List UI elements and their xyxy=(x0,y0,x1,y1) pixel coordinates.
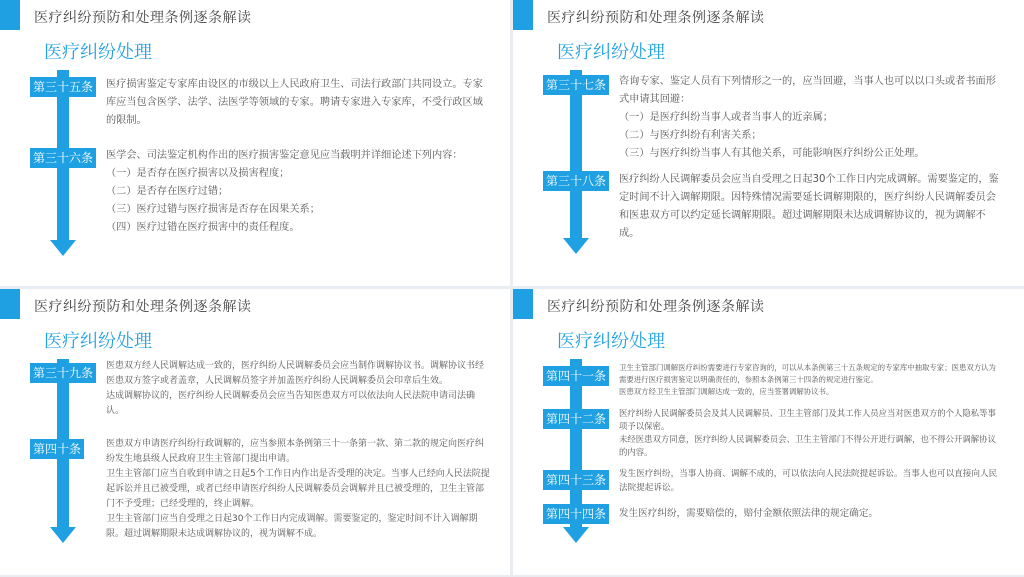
article-tag: 第三十八条 xyxy=(543,171,609,191)
header-accent-bar xyxy=(0,289,20,319)
article-line: 医学会、司法鉴定机构作出的医疗损害鉴定意见应当载明并详细论述下列内容： xyxy=(106,150,463,161)
article-line: 发生医疗纠纷，当事人协商、调解不成的，可以依法向人民法院提起诉讼。当事人也可以直接向人民法院提起诉讼。 xyxy=(619,469,998,493)
article-tag: 第三十五条 xyxy=(30,77,96,97)
header-accent-bar xyxy=(0,0,20,30)
arrow-down-icon xyxy=(50,527,76,543)
article-line: 发生医疗纠纷，需要赔偿的，赔付金额依照法律的规定确定。 xyxy=(619,508,879,519)
section-subtitle: 医疗纠纷处理 xyxy=(44,331,152,352)
article-text xyxy=(106,76,491,130)
article-line: 医患双方经人民调解达成一致的，医疗纠纷人民调解委员会应当制作调解协议书。调解协议书经医患双方签字或者盖章，人民调解员签字并加盖医疗纠纷人民调解委员会印章后生效。 xyxy=(106,361,485,386)
article-line: 卫生主管部门应当自收到申请之日起5个工作日内作出是否受理的决定。当事人已经向人民法院提起诉讼并且已被受理，或者已经申请医疗纠纷人民调解委员会调解并且已被受理的，卫生主管部门不予受理；已经受理的，终止调解。 xyxy=(106,469,490,509)
article-line: 达成调解协议的，医疗纠纷人民调解委员会应当告知医患双方可以依法向人民法院申请司法确认。 xyxy=(106,391,476,416)
arrow-down-icon xyxy=(563,238,589,254)
article-text xyxy=(106,437,491,542)
timeline-arrow-shaft xyxy=(570,70,582,240)
article-line: （四）医疗过错在医疗损害中的责任程度。 xyxy=(106,222,300,233)
article-line: 医疗纠纷人民调解委员会应当自受理之日起30个工作日内完成调解。需要鉴定的，鉴定时间不计入调解期限。因特殊情况需要延长调解期限的，医疗纠纷人民调解委员会和医患双方可以约定延长调解期限。超过调解期限未达成调解协议的，视为调解不成。 xyxy=(619,174,999,239)
slide-2[interactable] xyxy=(513,0,1024,286)
article-tag: 第四十二条 xyxy=(543,409,609,429)
slide-1[interactable] xyxy=(0,0,510,286)
article-text xyxy=(106,147,491,237)
article-tag: 第四十三条 xyxy=(543,470,609,490)
article-line: 医疗损害鉴定专家库由设区的市级以上人民政府卫生、司法行政部门共同设立。专家库应当包含医学、法学、法医学等领域的专家。聘请专家进入专家库，不受行政区域的限制。 xyxy=(106,79,483,126)
slide-header-title: 医疗纠纷预防和处理条例逐条解读 xyxy=(34,299,252,315)
article-text xyxy=(106,359,491,419)
section-subtitle: 医疗纠纷处理 xyxy=(557,42,665,63)
arrow-down-icon xyxy=(50,240,76,256)
article-line: （一）是医疗纠纷当事人或者当事人的近亲属； xyxy=(619,112,833,123)
article-line: 医患双方经卫生主管部门调解达成一致的，应当签署调解协议书。 xyxy=(619,387,834,396)
article-text xyxy=(619,362,999,398)
article-tag: 第四十四条 xyxy=(543,504,609,524)
article-line: （三）与医疗纠纷当事人有其他关系，可能影响医疗纠纷公正处理。 xyxy=(619,148,925,159)
slide-header-title: 医疗纠纷预防和处理条例逐条解读 xyxy=(547,299,765,315)
article-line: 卫生主管部门调解医疗纠纷需要进行专家咨询的，可以从本条例第三十五条规定的专家库中抽取专家；医患双方认为需要进行医疗损害鉴定以明确责任的，参照本条例第三十四条的规定进行鉴定。 xyxy=(619,363,996,384)
article-line: 卫生主管部门应当自受理之日起30个工作日内完成调解。需要鉴定的，鉴定时间不计入调解期限。超过调解期限未达成调解协议的，视为调解不成。 xyxy=(106,514,478,539)
arrow-down-icon xyxy=(563,527,589,543)
article-line: 医患双方申请医疗纠纷行政调解的，应当参照本条例第三十一条第一款、第二款的规定向医疗纠纷发生地县级人民政府卫生主管部门提出申请。 xyxy=(106,439,485,464)
slide-3[interactable] xyxy=(0,289,510,575)
article-line: （二）与医疗纠纷有利害关系； xyxy=(619,130,762,141)
slide-header-title: 医疗纠纷预防和处理条例逐条解读 xyxy=(34,10,252,26)
article-tag: 第三十九条 xyxy=(30,363,96,383)
article-line: （二）是否存在医疗过错； xyxy=(106,186,229,197)
section-subtitle: 医疗纠纷处理 xyxy=(44,42,152,63)
section-subtitle: 医疗纠纷处理 xyxy=(557,331,665,352)
article-line: （三）医疗过错与医疗损害是否存在因果关系； xyxy=(106,204,320,215)
article-text xyxy=(619,73,999,163)
article-text xyxy=(619,467,999,495)
article-line: 未经医患双方同意，医疗纠纷人民调解委员会、卫生主管部门不得公开进行调解，也不得公开调解协议的内容。 xyxy=(619,434,996,457)
article-line: （一）是否存在医疗损害以及损害程度； xyxy=(106,168,290,179)
article-line: 咨询专家、鉴定人员有下列情形之一的，应当回避，当事人也可以以口头或者书面形式申请其回避： xyxy=(619,76,996,105)
slide-header-title: 医疗纠纷预防和处理条例逐条解读 xyxy=(547,10,765,26)
article-tag: 第三十六条 xyxy=(30,148,96,168)
article-text xyxy=(619,407,999,459)
article-tag: 第四十一条 xyxy=(543,366,609,386)
article-line: 医疗纠纷人民调解委员会及其人民调解员、卫生主管部门及其工作人员应当对医患双方的个人隐私等事项予以保密。 xyxy=(619,408,996,431)
article-tag: 第三十七条 xyxy=(543,75,609,95)
header-accent-bar xyxy=(513,0,533,30)
header-accent-bar xyxy=(513,289,533,319)
slide-4[interactable] xyxy=(513,289,1024,575)
article-text xyxy=(619,505,999,523)
article-text xyxy=(619,171,999,243)
article-tag: 第四十条 xyxy=(30,439,84,459)
